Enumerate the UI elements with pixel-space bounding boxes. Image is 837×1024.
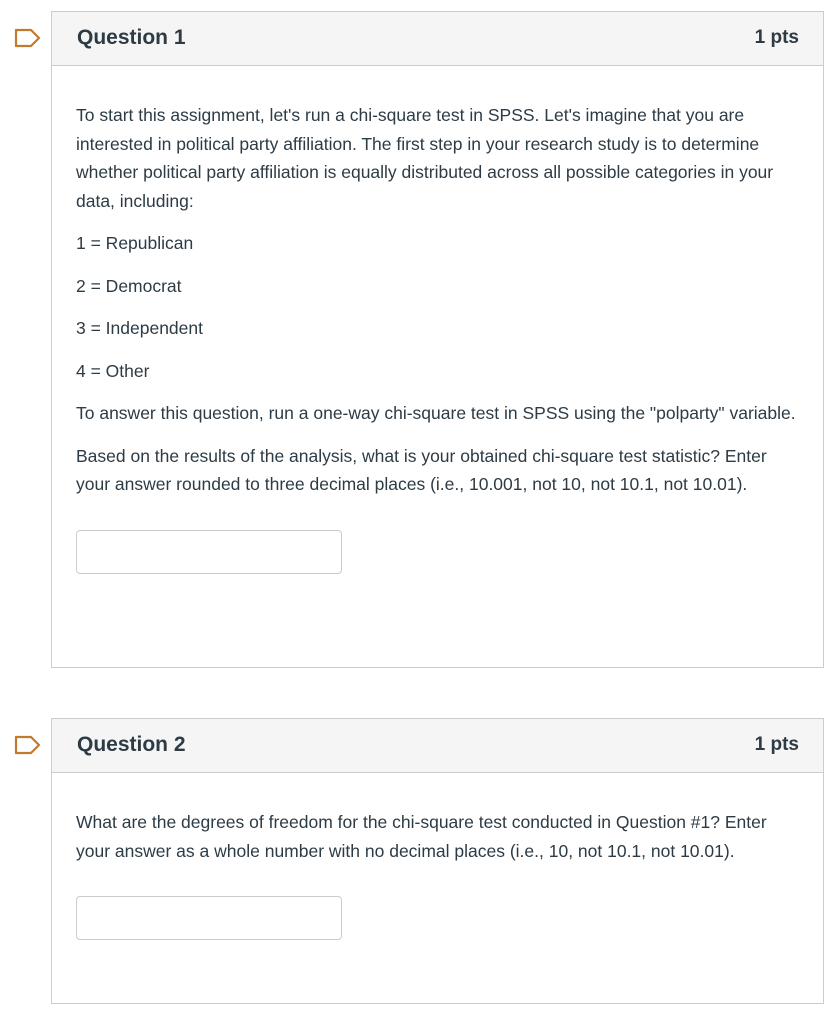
flag-question-icon[interactable]	[14, 28, 42, 48]
question-1-header	[52, 12, 823, 66]
question-1-points: 1 pts	[754, 27, 799, 48]
question-2-card	[51, 718, 824, 1004]
category-republican: 1 = Republican	[76, 233, 194, 253]
question-2-body	[52, 773, 823, 940]
flag-question-icon[interactable]	[14, 735, 42, 755]
category-independent: 3 = Independent	[76, 318, 203, 338]
category-other: 4 = Other	[76, 360, 150, 381]
question-1-prompt: Based on the results of the analysis, what is your obtained chi-square test statistic? Enter your answer rounded to three decimal places (i.e., 10.001, not 10, not 10.1, not 10.01).	[76, 445, 767, 494]
question-2-points: 1 pts	[754, 734, 799, 755]
question-2-prompt: What are the degrees of freedom for the chi-square test conducted in Question #1? Enter your answer as a whole number with no decimal places (i.e., 10, not 10.1, not 10.01).	[76, 812, 767, 861]
question-2-header	[52, 719, 823, 773]
question-1-instruction: To answer this question, run a one-way chi-square test in SPSS using the "polparty" variable.	[76, 403, 796, 423]
question-1-answer-input[interactable]	[76, 530, 342, 574]
question-1-card	[51, 11, 824, 668]
question-1-title: Question 1	[77, 26, 186, 49]
question-2-answer-input[interactable]	[76, 896, 342, 940]
category-democrat: 2 = Democrat	[76, 275, 182, 296]
question-2-title: Question 2	[77, 733, 186, 756]
question-1-body	[52, 66, 823, 574]
question-1-text: To start this assignment, let's run a chi-square test in SPSS. Let's imagine that you are interested in political party affiliation. The first step in your research study is to determine whether political party affiliation is equally distributed across all possible categories in your data, including:	[76, 105, 774, 211]
